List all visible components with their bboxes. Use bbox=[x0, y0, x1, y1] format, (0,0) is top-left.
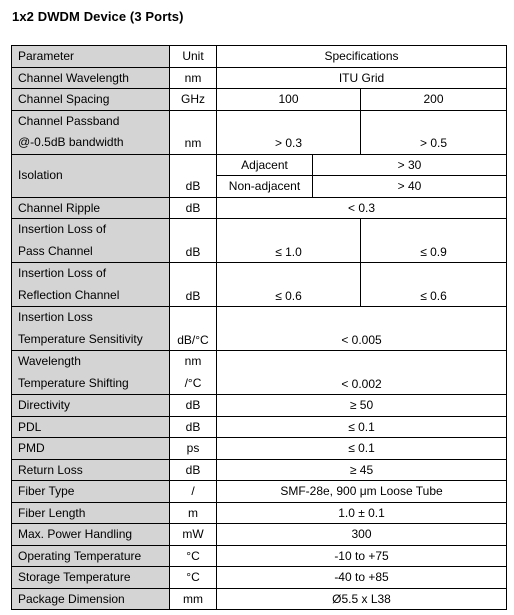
param-line-2: Pass Channel bbox=[18, 243, 93, 258]
param-cell: Directivity bbox=[12, 395, 170, 417]
value-cell: ≥ 50 bbox=[217, 395, 507, 417]
value-cell: 1.0 ± 0.1 bbox=[217, 502, 507, 524]
value-cell-200ghz: ≤ 0.6 bbox=[361, 263, 507, 307]
unit-cell: dB bbox=[170, 263, 217, 307]
table-row bbox=[12, 545, 507, 567]
unit-cell: / bbox=[170, 481, 217, 503]
value-cell-100ghz: > 0.3 bbox=[217, 110, 361, 154]
param-cell: Storage Temperature bbox=[12, 567, 170, 589]
specifications-table bbox=[11, 45, 507, 610]
header-parameter: Parameter bbox=[12, 46, 170, 68]
isolation-nonadjacent-label: Non-adjacent bbox=[217, 176, 313, 198]
param-cell: Channel Wavelength bbox=[12, 67, 170, 89]
unit-cell: °C bbox=[170, 545, 217, 567]
param-cell bbox=[12, 351, 170, 395]
param-cell bbox=[12, 263, 170, 307]
isolation-nonadjacent-value: > 40 bbox=[313, 176, 507, 198]
value-cell: Ø5.5 x L38 bbox=[217, 588, 507, 610]
table-row bbox=[12, 219, 507, 263]
table-row bbox=[12, 89, 507, 111]
page-title: 1x2 DWDM Device (3 Ports) bbox=[12, 9, 184, 24]
table-row bbox=[12, 416, 507, 438]
value-cell: < 0.002 bbox=[217, 351, 507, 395]
unit-cell: dB bbox=[170, 459, 217, 481]
table-row bbox=[12, 502, 507, 524]
param-line-2: Temperature Shifting bbox=[18, 375, 129, 390]
unit-cell: dB bbox=[170, 219, 217, 263]
param-line-1: Wavelength bbox=[18, 354, 81, 368]
value-cell: SMF-28e, 900 μm Loose Tube bbox=[217, 481, 507, 503]
value-cell: ≥ 45 bbox=[217, 459, 507, 481]
param-line-1: Channel Passband bbox=[18, 113, 120, 128]
value-cell: < 0.005 bbox=[217, 307, 507, 351]
header-specifications: Specifications bbox=[217, 46, 507, 68]
param-cell: Channel Ripple bbox=[12, 197, 170, 219]
isolation-adjacent-value: > 30 bbox=[313, 154, 507, 176]
isolation-adjacent-label: Adjacent bbox=[217, 154, 313, 176]
param-line-2: Reflection Channel bbox=[18, 287, 120, 302]
unit-cell: dB/°C bbox=[170, 307, 217, 351]
unit-line-2: /°C bbox=[184, 375, 202, 390]
unit-cell bbox=[170, 351, 217, 395]
value-cell-100ghz: ≤ 1.0 bbox=[217, 219, 361, 263]
table-row bbox=[12, 67, 507, 89]
param-cell: Fiber Type bbox=[12, 481, 170, 503]
unit-cell: nm bbox=[170, 110, 217, 154]
param-line-1: Insertion Loss of bbox=[18, 266, 107, 280]
unit-cell: nm bbox=[170, 67, 217, 89]
value-cell: < 0.3 bbox=[217, 197, 507, 219]
table-header-row bbox=[12, 46, 507, 68]
param-cell: Max. Power Handling bbox=[12, 524, 170, 546]
table-row bbox=[12, 307, 507, 351]
value-cell: ≤ 0.1 bbox=[217, 416, 507, 438]
value-cell-200ghz: > 0.5 bbox=[361, 110, 507, 154]
param-cell bbox=[12, 307, 170, 351]
param-line-1: Insertion Loss of bbox=[18, 222, 107, 236]
value-cell-200ghz: ≤ 0.9 bbox=[361, 219, 507, 263]
param-cell: PMD bbox=[12, 438, 170, 460]
value-cell: ITU Grid bbox=[217, 67, 507, 89]
unit-cell: dB bbox=[170, 395, 217, 417]
value-cell: ≤ 0.1 bbox=[217, 438, 507, 460]
table-row bbox=[12, 481, 507, 503]
value-cell: 300 bbox=[217, 524, 507, 546]
param-cell: Fiber Length bbox=[12, 502, 170, 524]
unit-cell: mm bbox=[170, 588, 217, 610]
table-row bbox=[12, 567, 507, 589]
param-cell: PDL bbox=[12, 416, 170, 438]
param-cell bbox=[12, 110, 170, 154]
table-row bbox=[12, 588, 507, 610]
unit-cell: GHz bbox=[170, 89, 217, 111]
value-cell-100ghz: 100 bbox=[217, 89, 361, 111]
param-cell: Operating Temperature bbox=[12, 545, 170, 567]
unit-cell: dB bbox=[170, 416, 217, 438]
param-cell: Package Dimension bbox=[12, 588, 170, 610]
unit-line-1: nm bbox=[184, 354, 202, 368]
table-row bbox=[12, 197, 507, 219]
header-unit: Unit bbox=[170, 46, 217, 68]
table-row bbox=[12, 459, 507, 481]
value-cell-200ghz: 200 bbox=[361, 89, 507, 111]
unit-cell: dB bbox=[170, 197, 217, 219]
unit-cell: °C bbox=[170, 567, 217, 589]
table-row bbox=[12, 351, 507, 395]
value-cell-100ghz: ≤ 0.6 bbox=[217, 263, 361, 307]
param-cell bbox=[12, 219, 170, 263]
unit-cell: m bbox=[170, 502, 217, 524]
param-line-2: @-0.5dB bandwidth bbox=[18, 135, 124, 149]
unit-cell: dB bbox=[170, 154, 217, 197]
unit-cell: ps bbox=[170, 438, 217, 460]
table-row bbox=[12, 263, 507, 307]
value-cell: -10 to +75 bbox=[217, 545, 507, 567]
param-cell: Channel Spacing bbox=[12, 89, 170, 111]
table-row bbox=[12, 154, 507, 176]
param-line-1: Insertion Loss bbox=[18, 310, 93, 324]
table-row bbox=[12, 395, 507, 417]
param-line-2: Temperature Sensitivity bbox=[18, 331, 143, 346]
table-row bbox=[12, 524, 507, 546]
table-row bbox=[12, 110, 507, 154]
param-cell: Return Loss bbox=[12, 459, 170, 481]
value-cell: -40 to +85 bbox=[217, 567, 507, 589]
table-row bbox=[12, 438, 507, 460]
unit-cell: mW bbox=[170, 524, 217, 546]
param-cell: Isolation bbox=[12, 154, 170, 197]
